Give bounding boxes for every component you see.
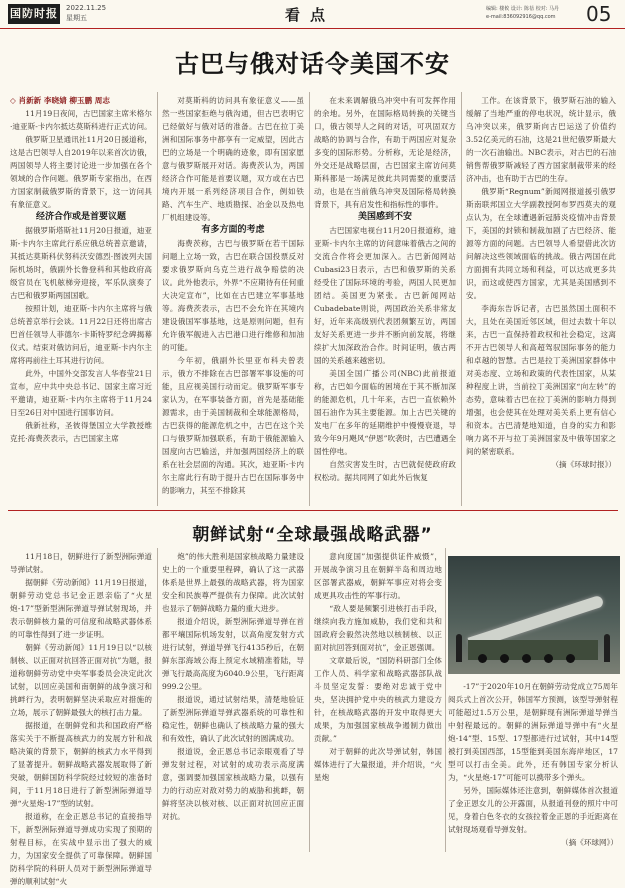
wheel-shape — [544, 654, 553, 663]
body-paragraph: 报道称，在金正恩总书记的直接指导下，新型洲际弹道导弹成功实现了预期的射程目标，在实战中显示出了强大的威力，为国家安全提供了可靠保障。朝鲜国防科学院的科研人员对于新型洲际弹道导弹的顺利试射“火 — [10, 812, 152, 886]
story1-column-1 — [10, 94, 152, 506]
body-paragraph: 文章最后说，“国防科研部门全体工作人员、科学家和战略武器部队战斗员坚定发誓：要绝对忠诚于党中央，坚决拥护党中央的核武力建设方针，在核战略武器的开发中取得更大成果，为加强国家核战争遏制力做出贡献。” — [314, 656, 442, 743]
column-divider — [461, 92, 462, 506]
story2-column-4 — [448, 680, 618, 852]
body-paragraph: 据俄罗斯塔斯社11月20日报道，迪亚斯-卡内尔主席此行系应俄总统普京邀请，其抵达莫斯科伏努科沃安德烈·图波列夫国际机场时，俄副外长鲁登科和其他政府高级官员在飞机舷梯旁迎接，军乐队演奏了古巴和俄罗斯两国国歌。 — [10, 226, 152, 300]
missile-launch-photo — [448, 556, 620, 674]
body-paragraph: 据朝鲜《劳动新闻》11月19日报道，朝鲜劳动党总书记金正恩亲临了“火星炮-17”型新型洲际弹道导弹试射现场，并表示朝鲜核力量的可信度和战略武器体系的可靠性得到了进一步证明。 — [10, 578, 152, 639]
story1-column-2 — [162, 94, 304, 506]
body-paragraph: 据报道，在朝鲜党和共和国政府严格落实关于不断提高核武力的发展方针和战略决策的背景下，朝鲜的核武力水平得到了显著提升。朝鲜战略武器发展取得了新突破，朝鲜国防科学院经过较短的准备时间，于11月18日进行了新型洲际弹道导弹“火星炮-17”型的试射。 — [10, 721, 152, 808]
person-figure — [604, 634, 610, 662]
launcher-truck-shape — [468, 640, 598, 660]
column-divider — [309, 548, 310, 852]
body-paragraph: 李海东告诉记者，古巴虽然国土面积不大，且处在美国近邻区域，但过去数十年以来，古巴一直保持着政权和社会稳定，这离不开古巴领导人和高超驾驭国际事务的能力和卓越的智慧。古巴是拉丁美洲国家群体中对美态度、立场和政策的代表性国家，从某种程度上讲，当前拉丁美洲国家“向左转”的态势，意味着古巴在拉丁美洲的影响力得到增强，也会使其在处理对美关系上更有信心和资本。古巴清楚地知道，自身的实力和影响力离不开与拉丁美洲国家及中俄等国家之间的紧密联系。 — [466, 304, 616, 456]
body-paragraph: 11月18日，朝鲜进行了新型洲际弹道导弹试射。 — [10, 552, 152, 574]
body-paragraph: 俄新社称，圣彼得堡国立大学教授维克托·海费茨表示，古巴国家主席 — [10, 421, 152, 443]
source-credit: （摘《环球时报》） — [551, 460, 616, 469]
story2-column-3 — [314, 550, 442, 850]
body-paragraph: 今年初，俄副外长里亚布科夫曾表示，俄方不排除在古巴部署军事设施的可能，且应视美国行动而定。俄罗斯军事专家认为，在军事装备方面，首先是基础能源需求，由于美国制裁和全球能源格局，古巴获得的能源危机之中，古巴在这个关口与俄罗斯加强联系，有助于俄能源输入国度向古巴输送，并加强两国经济上的联系在社会层面的沟通。其次，迪亚斯-卡内尔主席此行有助于提升古巴在国际事务中的影响力，其至不排除其 — [162, 356, 304, 495]
story1-headline: 古巴与俄对话令美国不安 — [175, 50, 450, 78]
story1-column-3 — [314, 94, 456, 506]
newspaper-logo: 国防时报 — [8, 4, 60, 24]
body-paragraph: 按照计划，迪亚斯-卡内尔主席将与俄总统普京举行会谈。11月22日还将出席古巴首任领导人菲德尔·卡斯特罗纪念碑揭幕仪式。结束对俄访问后，迪亚斯-卡内尔主席将再前往土耳其进行访问。 — [10, 304, 152, 365]
story2-headline: 朝鲜试射“全球最强战略武器” — [192, 525, 433, 545]
body-paragraph: 俄罗斯卫星通讯社11月20日援道称，这是古巴领导人自2019年以来首次访俄，两国领导人将主要讨论进一步加强在各个领域的合作问题。俄罗斯专家指出，在西方国家制裁俄罗斯的背景下，这一访问具有象征意义。 — [10, 135, 152, 209]
column-divider — [445, 548, 446, 852]
column-divider — [157, 548, 158, 852]
body-paragraph: 对于朝鲜的此次导弹试射，韩国媒体进行了大量报道，并介绍说，“火星炮 — [314, 747, 442, 782]
body-paragraph: 美国全国广播公司(NBC)此前报道称，古巴如今面临的困境在于其不断加深的能源危机，几十年来，古巴一直依赖外国石油作为其主要能源。加上古巴关键的发电厂在多年的延期维护中慢慢衰退，导致今年9月飓风“伊恩”吹袭时，古巴遭遇全国性停电。 — [314, 369, 456, 456]
body-paragraph: 朝鲜《劳动新闻》11月19日以“以核制核、以正面对抗回答正面对抗”为题，报道称朝鲜劳动党中央军事委员会决定此次试射，以回应美国和南朝鲜的战争演习和挑衅行为，表明朝鲜坚决采取应对措施的立场，展示了朝鲜最强大的核打击力量。 — [10, 643, 152, 717]
body-paragraph: 另外，国际媒体还注意到，朝鲜媒体首次报道了金正恩女儿的公开露面，从报道刊登的照片中可见，身着白色冬衣的女孩拉着金正恩的手近距离在试射现场观看导弹发射。 — [448, 786, 618, 834]
body-paragraph: 此外，中国外交部发言人华春莹21日宣布，应中共中央总书记、国家主席习近平邀请，迪亚斯-卡内尔主席将于11月24日至26日对中国进行国事访问。 — [10, 369, 152, 417]
body-paragraph: 报道介绍说，新型洲际弹道导弹在首都平壤国际机场发射，以高角度发射方式进行试射，弹道导弹飞行4135秒后，在朝鲜东部海域公海上预定水域精准着陆，导弹飞行最高高度为6040.9公里，飞行距离999.2公里。 — [162, 617, 304, 691]
body-paragraph: 报道说，通过试射结果，清楚地验证了新型洲际弹道导弹武器系统的可靠性和稳定性，朝鲜也确认了核战略力量的强大和有效性，确认了此次试射的圆满成功。 — [162, 695, 304, 743]
body-paragraph: 工作。在该背景下，俄罗斯石油的输入缓解了当地严重的停电状况，统计显示，俄乌冲突以来，俄罗斯向古巴运送了价值约3.52亿美元的石油，这是21世纪俄罗斯最大的一次石油输出。NBC表示，对古巴的石油销售帮俄罗斯减轻了西方国家制裁带来的经济冲击，也有助于古巴的生存。 — [466, 96, 616, 183]
body-paragraph: 意向度国”加强提供证件威慑”，开展战争演习且在朝鲜半岛和周边地区部署武器威，朝鲜军事应对将会变成更具攻击性的军事行动。 — [314, 552, 442, 600]
editor-email: e-mail:836092916@qq.com — [486, 14, 556, 20]
body-paragraph: 11月19日夜间，古巴国家主席米格尔·迪亚斯-卡内尔抵达莫斯科进行正式访问。 — [10, 109, 152, 131]
wheel-shape — [522, 654, 531, 663]
section-title: 看点 — [285, 6, 336, 24]
story1-byline: ◇ 肖新新 李晓婧 柳玉鹏 周志 — [10, 96, 110, 105]
body-paragraph: 炮”的伟大胜利是国家核战略力量建设史上的一个重要里程碑，确认了这一武器体系是世界上最强的战略武器，将为国家安全和民族尊严提供有力保障。此次试射也显示了朝鲜战略力量的重大进步。 — [162, 552, 304, 613]
issue-weekday: 星期五 — [66, 14, 87, 22]
body-paragraph: “敌人要是频繁引进核打击手段，继续向我方施加威胁，我们党和共和国政府会毅然决然地以核制核、以正面对抗回答到面对抗”，金正恩强调。 — [314, 604, 442, 652]
section-subheading: 经济合作或是首要议题 — [35, 212, 126, 222]
editor-credits — [486, 5, 576, 21]
story-separator — [8, 510, 618, 511]
body-paragraph: 在未来调解俄乌冲突中有可发挥作用的余地。另外，在国际格局转换的关键当口，俄古领导人之间的对话，可巩固双方战略的协调与合作，有助于两国应对复杂多变的国际形势。分析称，无论是经济，外交还是战略层面，古巴国家主席访问莫斯科都是一场满足彼此共同需要的重要活动，也是在当前俄乌冲突及国际格局转换背景下，具有启发性和指标性的事件。 — [314, 96, 456, 209]
wheel-shape — [478, 654, 487, 663]
section-subheading: 有多方面的考虑 — [201, 225, 265, 235]
body-paragraph: -17”于2020年10月在朝鲜劳动党成立75周年阅兵式上首次公开，韩国军方预测，该型导弹射程可能超过1.5万公里，是朝鲜现有洲际弹道导弹当中射程最远的。朝鲜的洲际弹道导弹中有“火星炮-14”型、15型、17型都进行过试射，其中14型被打到美国西部，15型能到美国东海岸地区，17型可以打击全美。此外，还有韩国专家分析认为，“火星炮-17”可能可以携带多个弹头。 — [448, 682, 618, 782]
page-number: 05 — [586, 2, 612, 26]
body-paragraph: 古巴国家电视台11月20日报道称，迪亚斯-卡内尔主席的访问意味着俄古之间的交流合作将会更加深入。古巴新闻网站Cubasi23日表示，古巴和俄罗斯的关系经受住了国际环境的考验，两国人民更加团结。美国更为紧张。古巴新闻网站Cubadebate则说，两国政治关系非常友好，近年来高级别代表团频繁互访，两国友好关系更进一步并不断向前发展，将继续扩大加深政治合作。时间证明，俄古两国的关系越来越密切。 — [314, 226, 456, 365]
issue-date-block — [66, 3, 106, 23]
person-figure — [456, 634, 462, 662]
body-paragraph: 自然灾害发生时，古巴就促使政府政权松动。据共同网了如此外后恢复 — [314, 460, 456, 482]
story2-column-2 — [162, 550, 304, 850]
column-divider — [309, 92, 310, 506]
story2-column-1 — [10, 550, 152, 886]
body-paragraph: 对莫斯科的访问具有象征意义——虽然一些国家拒绝与俄沟通，但古巴表明它已经做好与俄对话的准备。古巴在拉丁美洲和国际事务中都享有一定威望，因此古巴的立场是一个明确的迹象，即有国家愿意与俄罗斯展开对话。海费茨认为，两国经济合作可能是首要议题，双方或在古巴境内开展一系列经济项目合作，例如铁路、汽车生产、地质勘探、冶金以及热电厂机组建设等。 — [162, 96, 304, 222]
editor-names: 编辑: 楼攸 设计: 陈蓓 校对: 马丹 — [486, 6, 560, 12]
body-paragraph: 报道说，金正恩总书记亲眼观看了导弹发射过程，对试射的成功表示高度满意，强调要加强国家核战略力量，以强有力的行动应对敌对势力的威胁和挑衅，朝鲜将坚决以核对核、以正面对抗回应正面对抗。 — [162, 747, 304, 821]
page-header — [0, 0, 625, 29]
issue-date: 2022.11.25 — [66, 4, 107, 12]
body-paragraph: 俄罗斯“Regnum”新闻网报道援引俄罗斯南联邦国立大学副教授阿布罗西莫夫的观点认为，在全球遭遇新冠肺炎疫情冲击背景下，美国的封锁和制裁加剧了古巴经济、能源等方面的问题。古巴领导人希望借此次访问解决这些领域面临的挑战。俄古两国在此方面拥有共同立场和利益，可以达成更多共识，而这或使西方国家，尤其是美国感到不安。 — [466, 187, 616, 300]
section-subheading: 美国感到不安 — [357, 212, 412, 222]
source-credit: （摘《环球网》） — [561, 838, 618, 847]
body-paragraph: 海费茨称，古巴与俄罗斯在若干国际问题上立场一致，古巴在联合国投票反对要求俄罗斯向乌克兰进行战争赔偿的决议。此外他表示，外界“不应期待有任何重大决定宣布”，比如在古巴建立军事基地等。海费茨表示，古巴不会允许在其境内建设俄国军事基地，这是原则问题，但有允许俄军舰进入古巴港口进行维修和加油的可能。 — [162, 239, 304, 352]
wheel-shape — [566, 654, 575, 663]
story1-column-4 — [466, 94, 616, 506]
wheel-shape — [500, 654, 509, 663]
column-divider — [157, 92, 158, 506]
